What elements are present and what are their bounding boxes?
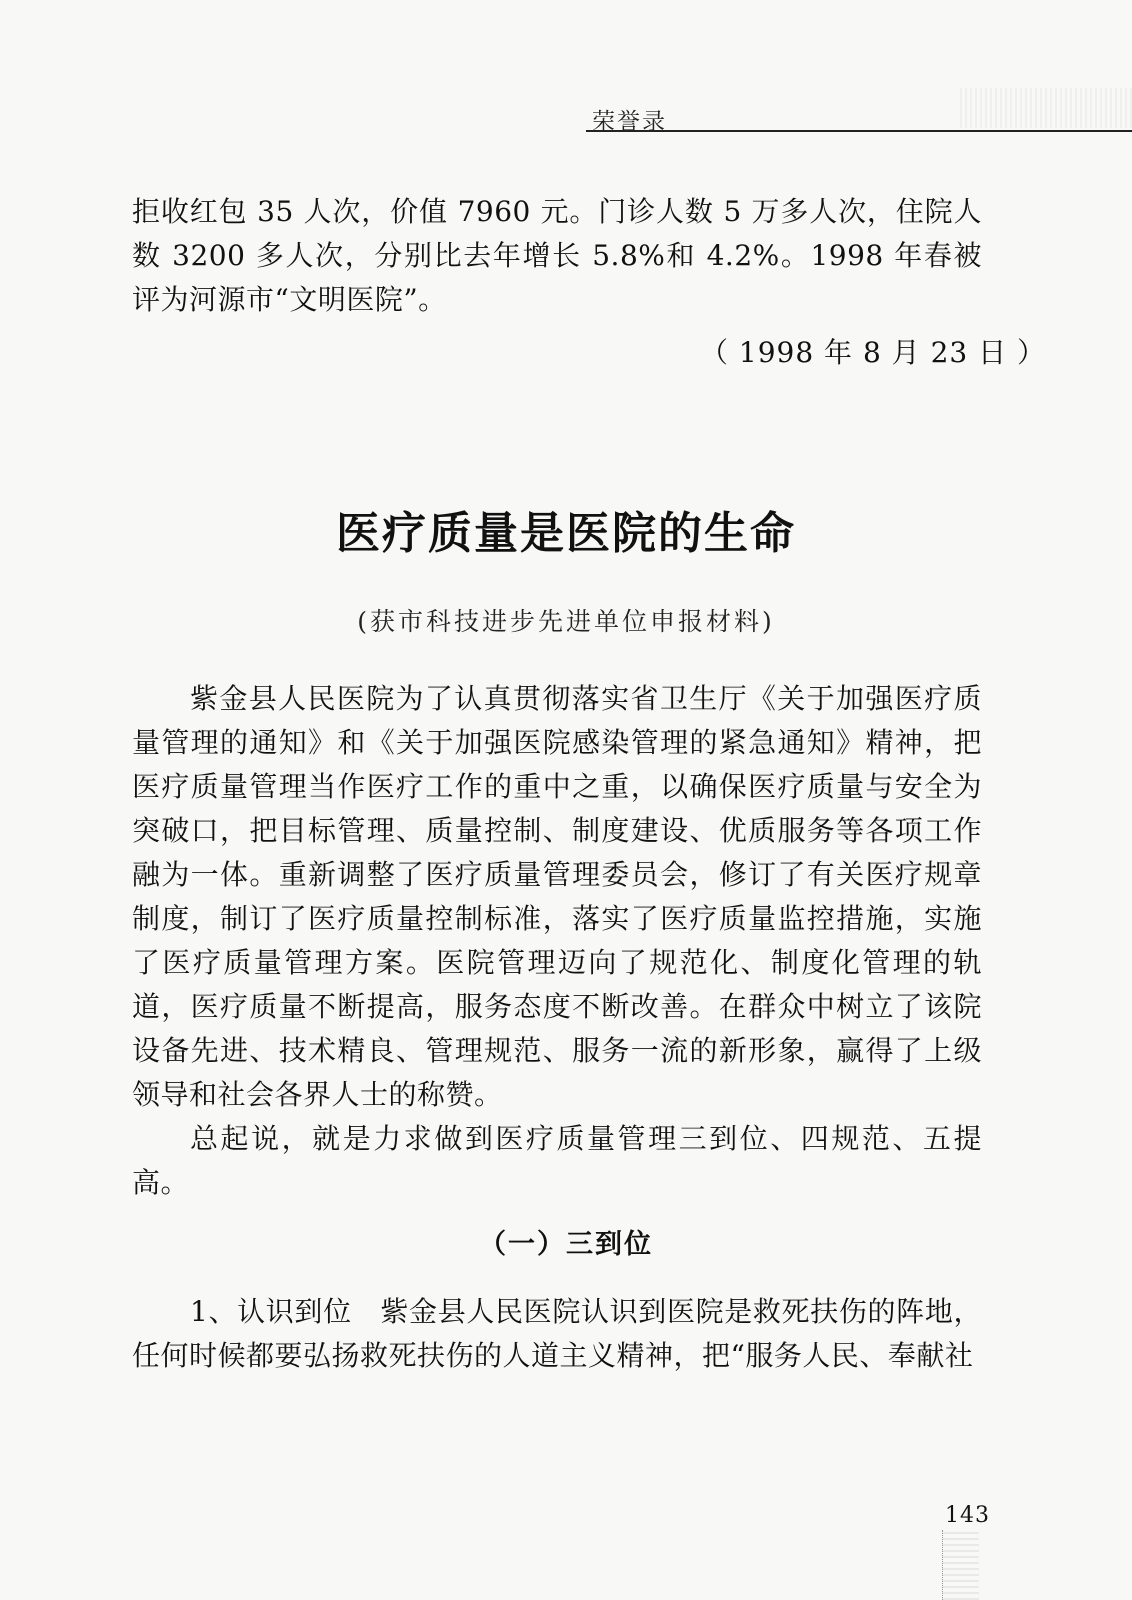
section-heading: （一）三到位 bbox=[479, 1229, 653, 1260]
section-paragraph: 1、认识到位 紫金县人民医院认识到医院是救死扶伤的阵地，任何时候都要弘扬救死扶伤的人道主义精神，把“服务人民、奉献社 bbox=[132, 1295, 982, 1372]
header-rule bbox=[586, 130, 1132, 132]
article-paragraph-1: 紫金县人民医院为了认真贯彻落实省卫生厅《关于加强医疗质量管理的通知》和《关于加强医院感染管理的紧急通知》精神，把医疗质量管理当作医疗工作的重中之重，以确保医疗质量与安全为突破口，把目标管理、质量控制、制度建设、优质服务等各项工作融为一体。重新调整了医疗质量管理委员会，修订了有关医疗规章制度，制订了医疗质量控制标准，落实了医疗质量监控措施，实施了医疗质量管理方案。医院管理迈向了规范化、制度化管理的轨道，医疗质量不断提高，服务态度不断改善。在群众中树立了该院设备先进、技术精良、管理规范、服务一流的新形象，赢得了上级领导和社会各界人士的称赞。 bbox=[132, 682, 982, 1111]
previous-article-date: （ 1998 年 8 月 23 日 ） bbox=[700, 336, 1047, 369]
scan-artifact bbox=[960, 88, 1132, 128]
article-title: 医疗质量是医院的生命 bbox=[336, 508, 796, 559]
article-subtitle: (获市科技进步先进单位申报材料) bbox=[357, 607, 775, 636]
scan-artifact-footer bbox=[942, 1530, 979, 1600]
article-paragraph-2: 总起说，就是力求做到医疗质量管理三到位、四规范、五提高。 bbox=[132, 1122, 982, 1199]
page-number: 143 bbox=[945, 1503, 990, 1528]
previous-article-paragraph: 拒收红包 35 人次，价值 7960 元。门诊人数 5 万多人次，住院人数 3200 多人次，分别比去年增长 5.8%和 4.2%。1998 年春被评为河源市“文明医院”。 bbox=[132, 195, 982, 316]
running-header-title: 荣誉录 bbox=[592, 109, 667, 135]
